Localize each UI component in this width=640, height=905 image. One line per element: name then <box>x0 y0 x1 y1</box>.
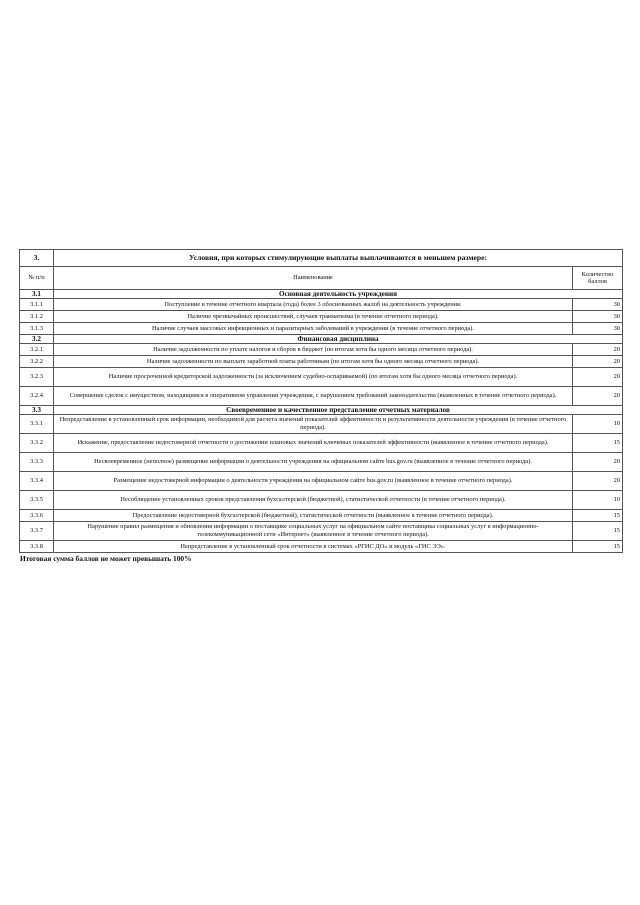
item-description: Несоблюдение установленных сроков представления бухгалтерской (бюджетной), статистической отчетности (в течение отчетного периода). <box>54 491 573 510</box>
item-number: 3.3.7 <box>20 522 54 541</box>
table-row <box>20 387 623 406</box>
item-description: Наличие задолженности по выплате заработной платы работникам (по итогам хотя бы одного месяца отчетного периода). <box>54 356 573 368</box>
item-points: 10 <box>573 415 623 434</box>
item-points: 20 <box>573 344 623 356</box>
item-description: Наличие случаев массовых инфекционных и паразитарных заболеваний в учреждении (в течение отчетного периода). <box>54 323 573 335</box>
table-title-row <box>20 250 623 267</box>
item-description: Искажение, предоставление недостоверной отчетности о достижении плановых значений ключевых показателей эффективности (выявленное в течение отчетного периода). <box>54 434 573 453</box>
item-number: 3.1.3 <box>20 323 54 335</box>
section-number: 3.3 <box>20 406 54 415</box>
item-number: 3.2.1 <box>20 344 54 356</box>
total-note: Итоговая сумма баллов не может превышать 100% <box>20 554 192 563</box>
table-row <box>20 299 623 311</box>
table-row <box>20 415 623 434</box>
table-row <box>20 522 623 541</box>
item-description: Размещение недостоверной информации о деятельности учреждения на официальном сайте bus.gov.ru (выявленное в течение отчетного периода). <box>54 472 573 491</box>
item-points: 15 <box>573 541 623 553</box>
table-row <box>20 356 623 368</box>
item-points: 20 <box>573 472 623 491</box>
column-header-row <box>20 267 623 290</box>
table-row <box>20 344 623 356</box>
item-description: Непредставление в установленный срок информации, необходимой для расчета значений показателей эффективности и результативности деятельности учреждения (в течение отчетного периода). <box>54 415 573 434</box>
section-row <box>20 290 623 299</box>
item-points: 30 <box>573 311 623 323</box>
item-description: Поступление в течение отчетного квартала (года) более 3 обоснованных жалоб на деятельность учреждения. <box>54 299 573 311</box>
item-description: Наличие задолженности по уплате налогов и сборов в бюджет (по итогам хотя бы одного месяца отчетного периода). <box>54 344 573 356</box>
section-title: Финансовая дисциплина <box>54 335 623 344</box>
item-points: 15 <box>573 510 623 522</box>
item-description: Предоставление недостоверной бухгалтерской (бюджетной), статистической отчетности (выявленное в течение отчетного периода). <box>54 510 573 522</box>
table-row <box>20 311 623 323</box>
item-number: 3.1.2 <box>20 311 54 323</box>
section-title: Основная деятельность учреждения <box>54 290 623 299</box>
item-number: 3.2.3 <box>20 368 54 387</box>
section-number: 3.2 <box>20 335 54 344</box>
item-number: 3.3.4 <box>20 472 54 491</box>
section-number: 3. <box>20 250 54 267</box>
item-number: 3.3.8 <box>20 541 54 553</box>
item-number: 3.3.2 <box>20 434 54 453</box>
column-header-name: Наименование <box>54 267 573 290</box>
item-number: 3.1.1 <box>20 299 54 311</box>
conditions-table <box>19 249 623 553</box>
column-header-points: Количество баллов <box>573 267 623 290</box>
item-description: Нарушение правил размещения и обновления информации о поставщике социальных услуг на официальном сайте поставщика социальных услуг в информационно-телекоммуникационной сети «Интернет» (выявленное в течение отчетного периода). <box>54 522 573 541</box>
table-row <box>20 323 623 335</box>
item-description: Наличие просроченной кредиторской задолженности (за исключением судебно-оспариваемой) (по итогам хотя бы одного месяца отчетного периода). <box>54 368 573 387</box>
item-points: 15 <box>573 522 623 541</box>
item-number: 3.3.6 <box>20 510 54 522</box>
section-row <box>20 406 623 415</box>
section-title: Своевременное и качественное представление отчетных материалов <box>54 406 623 415</box>
item-number: 3.2.4 <box>20 387 54 406</box>
document-page <box>19 249 623 563</box>
section-number: 3.1 <box>20 290 54 299</box>
item-description: Непредставление в установленный срок отчетности в системах «РГИС ДО» и модуль «ГИС ЭЭ». <box>54 541 573 553</box>
table-row <box>20 368 623 387</box>
table-row <box>20 453 623 472</box>
item-description: Наличие чрезвычайных происшествий, случаев травматизма (в течение отчетного периода). <box>54 311 573 323</box>
item-description: Несвоевременное (неполное) размещение информации о деятельности учреждения на официальном сайте bus.gov.ru (выявленное в течение отчетного периода). <box>54 453 573 472</box>
table-row <box>20 510 623 522</box>
table-row <box>20 434 623 453</box>
item-points: 20 <box>573 356 623 368</box>
item-number: 3.2.2 <box>20 356 54 368</box>
table-row <box>20 491 623 510</box>
item-points: 10 <box>573 491 623 510</box>
item-points: 15 <box>573 434 623 453</box>
column-header-num: № п/п <box>20 267 54 290</box>
item-points: 30 <box>573 299 623 311</box>
item-number: 3.3.5 <box>20 491 54 510</box>
section-row <box>20 335 623 344</box>
item-points: 20 <box>573 368 623 387</box>
item-number: 3.3.3 <box>20 453 54 472</box>
item-points: 20 <box>573 387 623 406</box>
item-points: 30 <box>573 323 623 335</box>
item-number: 3.3.1 <box>20 415 54 434</box>
table-row <box>20 472 623 491</box>
table-title: Условия, при которых стимулирующие выплаты выплачиваются в меньшем размере: <box>54 250 623 267</box>
table-row <box>20 541 623 553</box>
item-points: 20 <box>573 453 623 472</box>
item-description: Совершение сделок с имуществом, находящимся в оперативном управлении учреждения, с нарушением требований законодательства (выявленных в течение отчетного периода). <box>54 387 573 406</box>
